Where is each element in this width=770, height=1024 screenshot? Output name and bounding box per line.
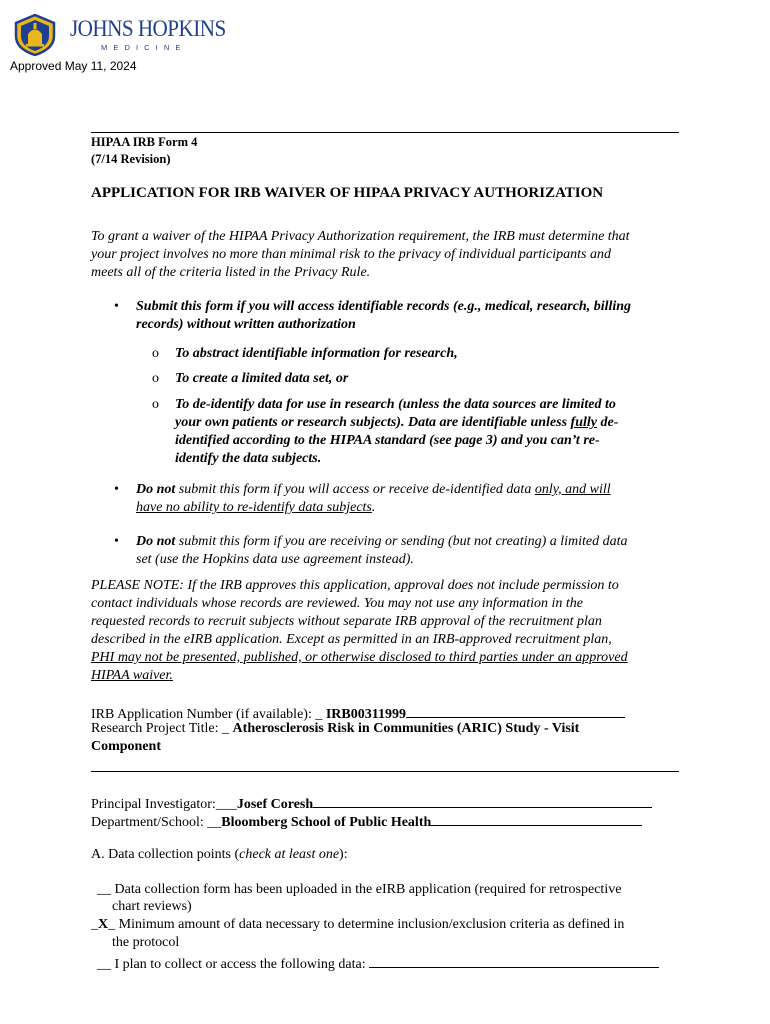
data-collection-option-1[interactable]: __ Data collection form has been uploaded in the eIRB application (required for retrospective xyxy=(97,882,622,897)
approval-date: Approved May 11, 2024 xyxy=(10,59,137,73)
irb-application-number-field[interactable]: IRB Application Number (if available): _ IRB00311999 xyxy=(91,703,625,723)
project-title-continued: Component xyxy=(91,739,162,754)
intro-line: meets all of the criteria listed in the Privacy Rule. xyxy=(91,265,371,280)
department-field[interactable]: Department/School: __Bloomberg School of Public Health xyxy=(91,811,642,831)
project-title-line xyxy=(91,771,679,772)
option-continued: chart reviews) xyxy=(112,899,192,914)
bullet-text: set (use the Hopkins data use agreement instead). xyxy=(136,552,414,567)
option-continued: the protocol xyxy=(112,935,180,950)
intro-line: your project involves no more than minimal risk to the privacy of individual participants and xyxy=(91,247,612,262)
bullet-text: Submit this form if you will access identifiable records (e.g., medical, research, billing xyxy=(136,299,632,314)
circle-bullet-icon: o xyxy=(152,371,159,386)
bullet-icon: • xyxy=(114,299,119,314)
sub-bullet-text: To abstract identifiable information for research, xyxy=(175,346,458,361)
logo-subtitle: MEDICINE xyxy=(101,43,187,52)
page-title: APPLICATION FOR IRB WAIVER OF HIPAA PRIVACY AUTHORIZATION xyxy=(91,185,604,201)
sub-bullet-text: To create a limited data set, or xyxy=(175,371,349,386)
shield-icon xyxy=(14,14,56,56)
top-divider xyxy=(91,132,679,133)
principal-investigator-field[interactable]: Principal Investigator:___Josef Coresh xyxy=(91,793,652,813)
note-line: requested records to recruit subjects without separate IRB approval of the recruitment plan xyxy=(91,614,602,629)
logo-wordmark: JOHNS HOPKINS xyxy=(70,16,226,41)
bullet-icon: • xyxy=(114,482,119,497)
project-title-field[interactable]: Research Project Title: _ Atherosclerosis Risk in Communities (ARIC) Study - Visit xyxy=(91,721,580,736)
bullet-text: have no ability to re-identify data subjects. xyxy=(136,500,376,515)
form-name: HIPAA IRB Form 4 xyxy=(91,135,198,149)
bullet-text: Do not submit this form if you will access or receive de-identified data only, and will xyxy=(136,482,611,497)
johns-hopkins-logo xyxy=(12,12,226,58)
data-collection-option-3[interactable]: __ I plan to collect or access the following data: xyxy=(97,953,659,973)
sub-bullet-text: identified according to the HIPAA standard (see page 3) and you can’t re- xyxy=(175,433,600,448)
data-collection-option-2[interactable]: _X_ Minimum amount of data necessary to determine inclusion/exclusion criteria as defined in xyxy=(91,917,625,932)
intro-line: To grant a waiver of the HIPAA Privacy Authorization requirement, the IRB must determine that xyxy=(91,229,630,244)
bullet-text: Do not submit this form if you are receiving or sending (but not creating) a limited data xyxy=(136,534,628,549)
note-line: PHI may not be presented, published, or otherwise disclosed to third parties under an approved xyxy=(91,650,628,665)
note-line: HIPAA waiver. xyxy=(91,668,173,683)
note-line: PLEASE NOTE: If the IRB approves this application, approval does not include permission to xyxy=(91,578,619,593)
sub-bullet-text: your own patients or research subjects). Data are identifiable unless fully de- xyxy=(175,415,619,430)
note-line: contact individuals whose records are reviewed. You may not use any information in the xyxy=(91,596,584,611)
circle-bullet-icon: o xyxy=(152,397,159,412)
bullet-text: records) without written authorization xyxy=(136,317,356,332)
note-line: described in the eIRB application. Except as permitted in an IRB-approved recruitment plan, xyxy=(91,632,612,647)
bullet-icon: • xyxy=(114,534,119,549)
sub-bullet-text: identify the data subjects. xyxy=(175,451,322,466)
circle-bullet-icon: o xyxy=(152,346,159,361)
form-revision: (7/14 Revision) xyxy=(91,152,171,166)
sub-bullet-text: To de-identify data for use in research (unless the data sources are limited to xyxy=(175,397,616,412)
section-a-heading: A. Data collection points (check at least one): xyxy=(91,847,348,862)
